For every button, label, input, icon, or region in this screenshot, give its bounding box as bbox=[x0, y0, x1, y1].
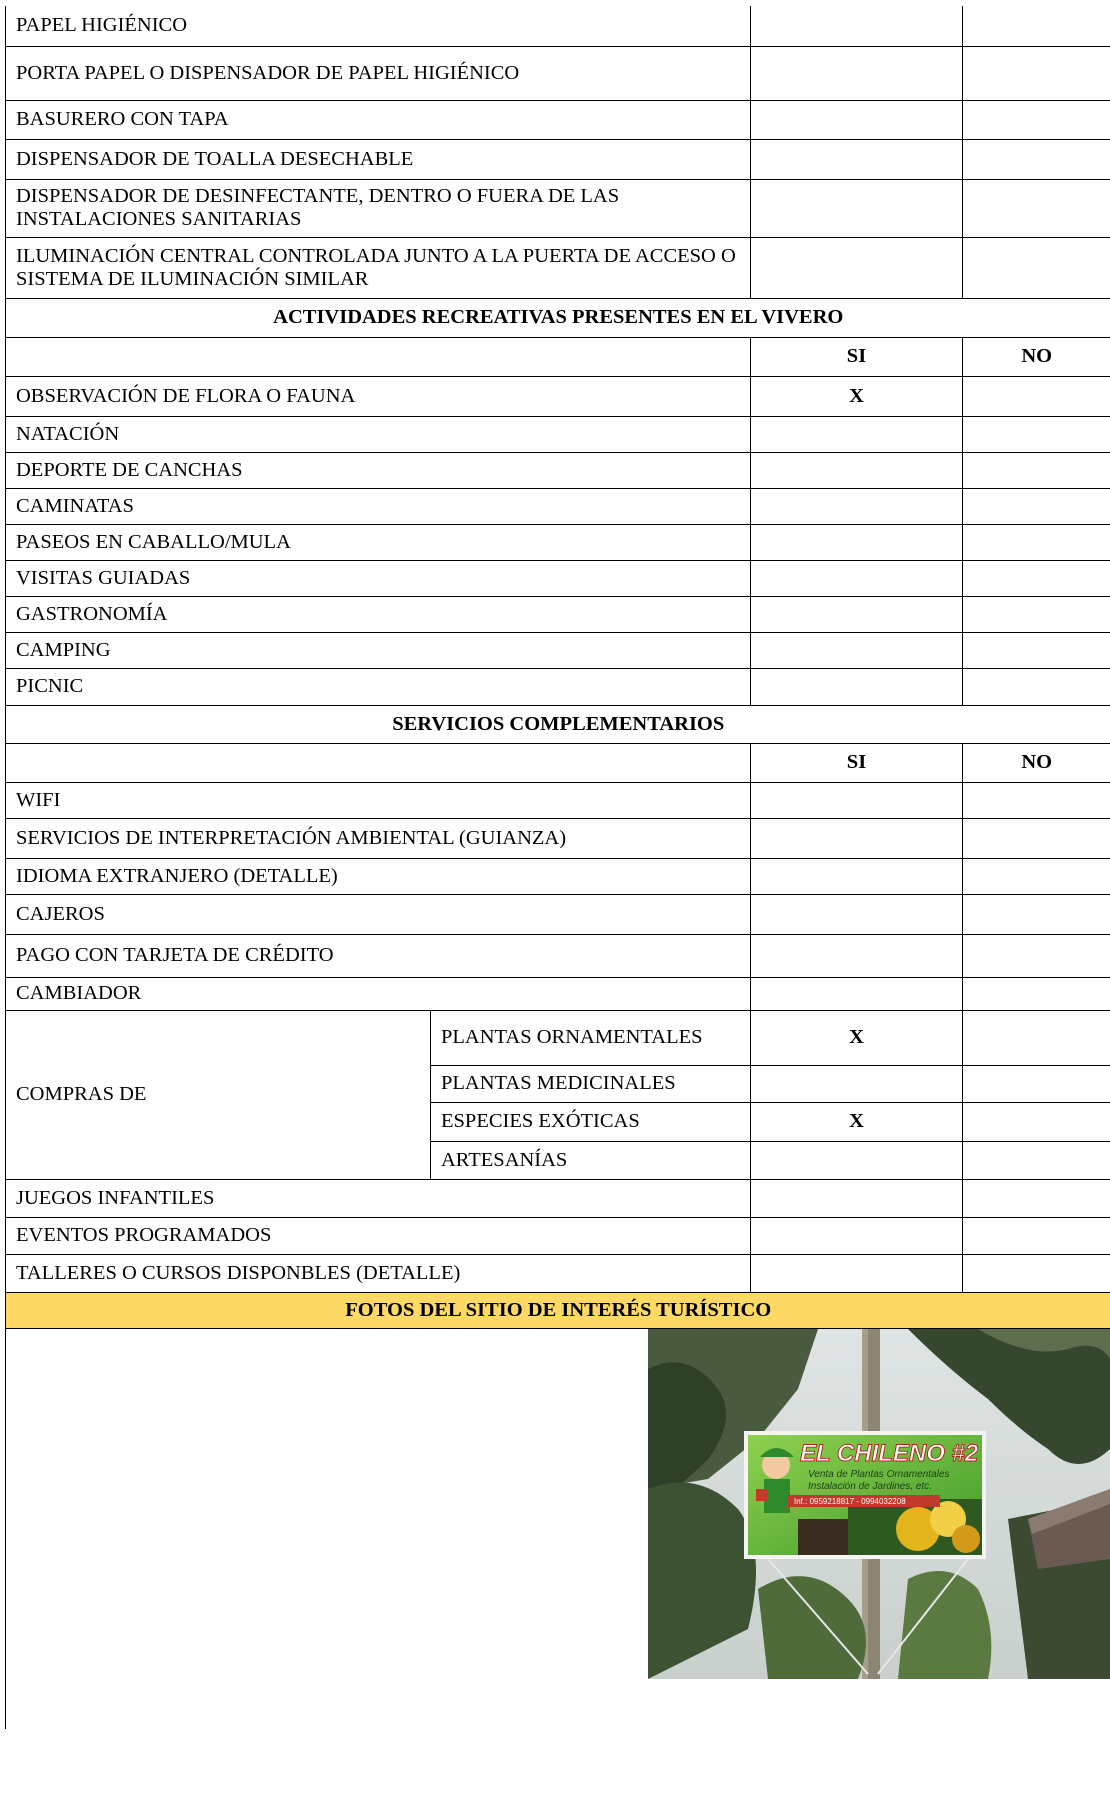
si-cell bbox=[751, 139, 963, 179]
si-cell bbox=[751, 818, 963, 858]
site-photo bbox=[648, 1329, 1110, 1679]
no-cell bbox=[963, 560, 1110, 596]
item-label: CAMBIADOR bbox=[6, 977, 751, 1010]
section-header-row bbox=[6, 705, 1110, 743]
facility-label: DISPENSADOR DE TOALLA DESECHABLE bbox=[6, 139, 751, 179]
compras-row bbox=[6, 1010, 1110, 1065]
no-cell bbox=[963, 524, 1110, 560]
no-cell bbox=[963, 376, 1110, 416]
si-cell bbox=[751, 524, 963, 560]
si-cell bbox=[751, 46, 963, 100]
item-row bbox=[6, 858, 1110, 894]
services-title: SERVICIOS COMPLEMENTARIOS bbox=[6, 705, 1110, 743]
compras-label: COMPRAS DE bbox=[6, 1010, 431, 1179]
no-cell bbox=[963, 6, 1110, 46]
si-header: SI bbox=[751, 743, 963, 782]
no-cell bbox=[963, 100, 1110, 139]
item-row bbox=[6, 894, 1110, 934]
item-row bbox=[6, 818, 1110, 858]
item-label: WIFI bbox=[6, 782, 751, 818]
checklist-table bbox=[5, 6, 1110, 1329]
si-cell bbox=[751, 632, 963, 668]
item-label: VISITAS GUIADAS bbox=[6, 560, 751, 596]
item-label: DEPORTE DE CANCHAS bbox=[6, 452, 751, 488]
sign-line2: Instalación de Jardines, etc. bbox=[808, 1481, 932, 1492]
no-cell bbox=[963, 1179, 1110, 1217]
facility-row bbox=[6, 100, 1110, 139]
si-cell bbox=[751, 1254, 963, 1292]
si-cell bbox=[751, 237, 963, 298]
si-cell bbox=[751, 596, 963, 632]
photo-block bbox=[5, 1329, 1110, 1729]
si-cell bbox=[751, 668, 963, 705]
no-header: NO bbox=[963, 337, 1110, 376]
no-cell bbox=[963, 1010, 1110, 1065]
si-cell bbox=[751, 1141, 963, 1179]
no-cell bbox=[963, 818, 1110, 858]
facility-row bbox=[6, 139, 1110, 179]
recreational-title: ACTIVIDADES RECREATIVAS PRESENTES EN EL VIVERO bbox=[6, 298, 1110, 337]
item-row bbox=[6, 977, 1110, 1010]
item-row bbox=[6, 1254, 1110, 1292]
facility-label: ILUMINACIÓN CENTRAL CONTROLADA JUNTO A LA PUERTA DE ACCESO O SISTEMA DE ILUMINACIÓN SIMILAR bbox=[6, 237, 751, 298]
si-cell bbox=[751, 1065, 963, 1102]
si-cell bbox=[751, 179, 963, 237]
item-row bbox=[6, 1217, 1110, 1254]
column-header-row bbox=[6, 337, 1110, 376]
item-label: CAMPING bbox=[6, 632, 751, 668]
item-row bbox=[6, 524, 1110, 560]
checklist-sheet bbox=[5, 6, 1110, 1506]
no-cell bbox=[963, 782, 1110, 818]
item-row bbox=[6, 934, 1110, 977]
item-label: OBSERVACIÓN DE FLORA O FAUNA bbox=[6, 376, 751, 416]
si-cell bbox=[751, 452, 963, 488]
no-cell bbox=[963, 139, 1110, 179]
item-label: SERVICIOS DE INTERPRETACIÓN AMBIENTAL (GUIANZA) bbox=[6, 818, 751, 858]
section-header-row bbox=[6, 298, 1110, 337]
facility-row bbox=[6, 46, 1110, 100]
compras-item-label: PLANTAS MEDICINALES bbox=[431, 1065, 751, 1102]
no-cell bbox=[963, 977, 1110, 1010]
item-label: GASTRONOMÍA bbox=[6, 596, 751, 632]
no-cell bbox=[963, 858, 1110, 894]
item-label: PAGO CON TARJETA DE CRÉDITO bbox=[6, 934, 751, 977]
facility-label: PORTA PAPEL O DISPENSADOR DE PAPEL HIGIÉNICO bbox=[6, 46, 751, 100]
item-label: EVENTOS PROGRAMADOS bbox=[6, 1217, 751, 1254]
si-header: SI bbox=[751, 337, 963, 376]
no-cell bbox=[963, 46, 1110, 100]
item-label: IDIOMA EXTRANJERO (DETALLE) bbox=[6, 858, 751, 894]
facility-row bbox=[6, 6, 1110, 46]
no-header: NO bbox=[963, 743, 1110, 782]
sign-line1: Venta de Plantas Ornamentales bbox=[808, 1469, 950, 1480]
item-row bbox=[6, 560, 1110, 596]
item-row bbox=[6, 488, 1110, 524]
no-cell bbox=[963, 179, 1110, 237]
facility-row bbox=[6, 179, 1110, 237]
item-row bbox=[6, 416, 1110, 452]
blank-cell bbox=[6, 337, 751, 376]
no-cell bbox=[963, 488, 1110, 524]
no-cell bbox=[963, 934, 1110, 977]
photos-title: FOTOS DEL SITIO DE INTERÉS TURÍSTICO bbox=[6, 1292, 1110, 1328]
item-row bbox=[6, 1179, 1110, 1217]
compras-item-label: PLANTAS ORNAMENTALES bbox=[431, 1010, 751, 1065]
no-cell bbox=[963, 596, 1110, 632]
si-cell bbox=[751, 488, 963, 524]
no-cell bbox=[963, 1217, 1110, 1254]
blank-cell bbox=[6, 743, 751, 782]
si-cell bbox=[751, 100, 963, 139]
si-cell bbox=[751, 6, 963, 46]
sign-title: EL CHILENO #2 bbox=[800, 1440, 979, 1467]
si-cell bbox=[751, 560, 963, 596]
si-cell: X bbox=[751, 1010, 963, 1065]
item-row bbox=[6, 376, 1110, 416]
no-cell bbox=[963, 894, 1110, 934]
si-cell bbox=[751, 977, 963, 1010]
item-label: JUEGOS INFANTILES bbox=[6, 1179, 751, 1217]
photos-header-row bbox=[6, 1292, 1110, 1328]
item-label: NATACIÓN bbox=[6, 416, 751, 452]
item-row bbox=[6, 596, 1110, 632]
si-cell bbox=[751, 416, 963, 452]
item-row bbox=[6, 782, 1110, 818]
item-row bbox=[6, 668, 1110, 705]
compras-item-label: ARTESANÍAS bbox=[431, 1141, 751, 1179]
facility-label: BASURERO CON TAPA bbox=[6, 100, 751, 139]
si-cell: X bbox=[751, 1102, 963, 1141]
no-cell bbox=[963, 632, 1110, 668]
no-cell bbox=[963, 452, 1110, 488]
item-label: CAJEROS bbox=[6, 894, 751, 934]
checklist-body bbox=[6, 6, 1110, 1328]
no-cell bbox=[963, 1102, 1110, 1141]
si-cell: X bbox=[751, 376, 963, 416]
si-cell bbox=[751, 858, 963, 894]
no-cell bbox=[963, 1065, 1110, 1102]
item-label: PASEOS EN CABALLO/MULA bbox=[6, 524, 751, 560]
si-cell bbox=[751, 782, 963, 818]
no-cell bbox=[963, 1141, 1110, 1179]
no-cell bbox=[963, 416, 1110, 452]
item-row bbox=[6, 632, 1110, 668]
facility-label: DISPENSADOR DE DESINFECTANTE, DENTRO O FUERA DE LAS INSTALACIONES SANITARIAS bbox=[6, 179, 751, 237]
si-cell bbox=[751, 1179, 963, 1217]
item-label: TALLERES O CURSOS DISPONBLES (DETALLE) bbox=[6, 1254, 751, 1292]
no-cell bbox=[963, 1254, 1110, 1292]
facility-row bbox=[6, 237, 1110, 298]
no-cell bbox=[963, 237, 1110, 298]
facility-label: PAPEL HIGIÉNICO bbox=[6, 6, 751, 46]
item-label: CAMINATAS bbox=[6, 488, 751, 524]
item-row bbox=[6, 452, 1110, 488]
sign-phone: Inf.: 0959218817 - 0994032208 bbox=[794, 1497, 906, 1506]
column-header-row bbox=[6, 743, 1110, 782]
compras-item-label: ESPECIES EXÓTICAS bbox=[431, 1102, 751, 1141]
item-label: PICNIC bbox=[6, 668, 751, 705]
si-cell bbox=[751, 894, 963, 934]
si-cell bbox=[751, 1217, 963, 1254]
si-cell bbox=[751, 934, 963, 977]
no-cell bbox=[963, 668, 1110, 705]
